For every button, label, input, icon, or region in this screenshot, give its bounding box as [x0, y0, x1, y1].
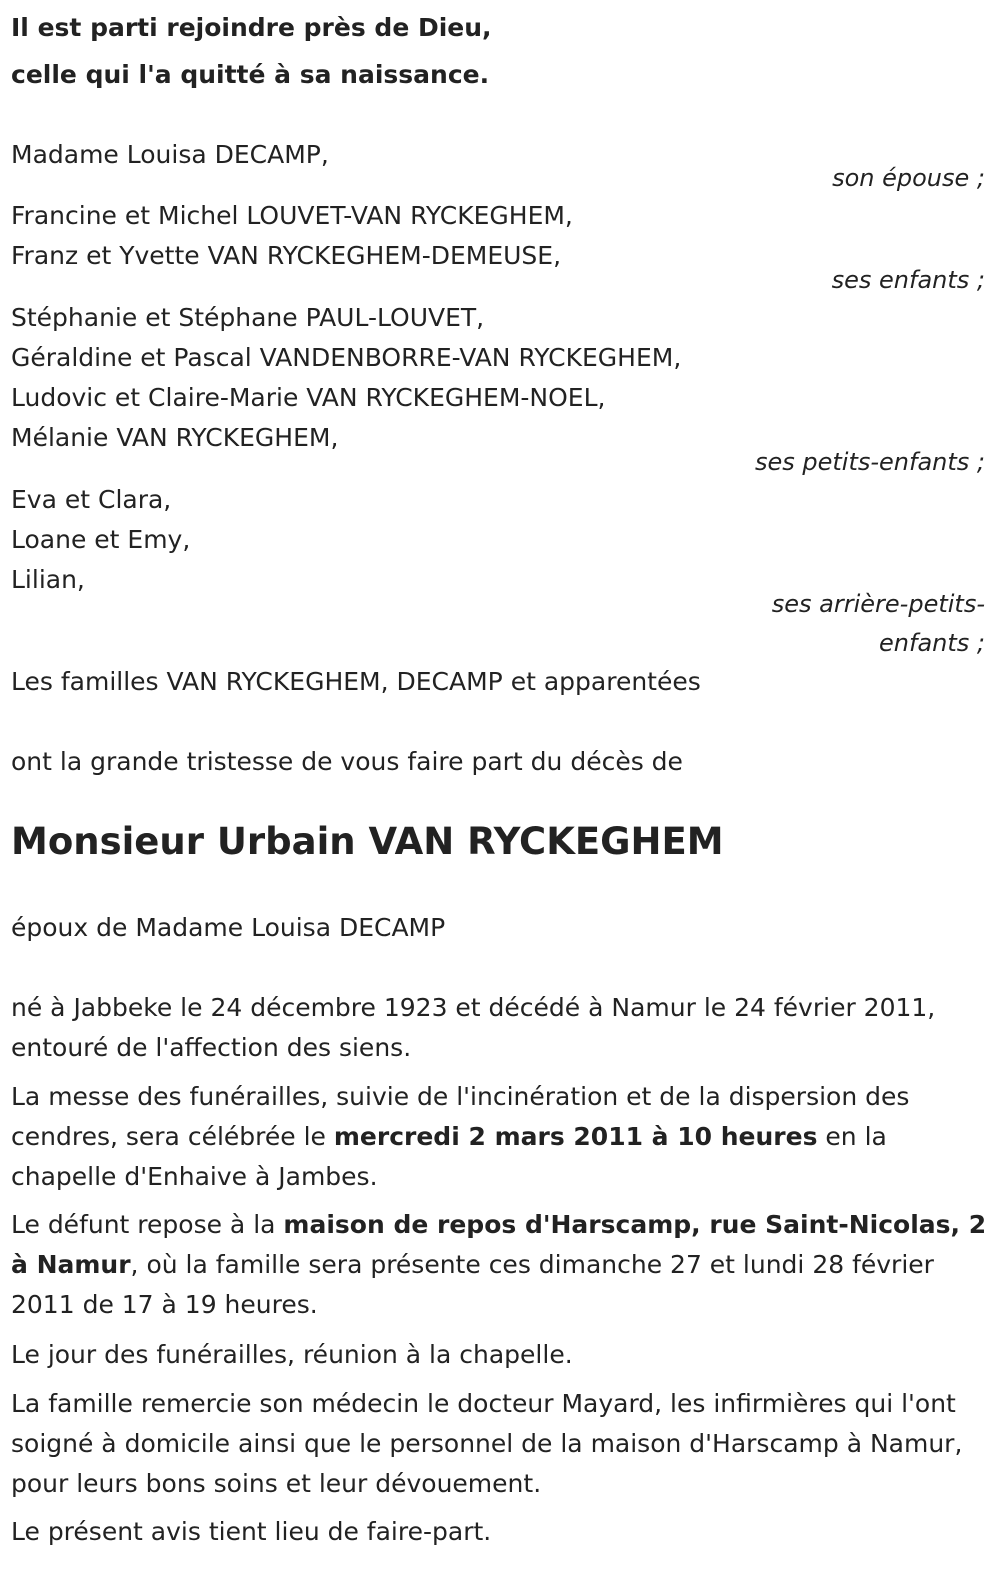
mass-date-time: mercredi 2 mars 2011 à 10 heures	[333, 1122, 818, 1151]
great-grandchild-name-1: Eva et Clara,	[11, 485, 172, 514]
great-grandchild-name-2: Loane et Emy,	[11, 525, 191, 554]
great-grandchildren-role-line-2: enfants ;	[879, 629, 985, 657]
repose-text-after: , où la famille sera présente ces dimanche 27 et lundi 28 février 2011 de 17 à 19 heures.	[11, 1250, 934, 1319]
thanks-paragraph: La famille remercie son médecin le docteur Mayard, les infirmières qui l'ont soigné à domicile ainsi que le personnel de la maison d'Harscamp à Namur, pour leurs bons soins et leur dévouement.	[11, 1389, 963, 1498]
child-name-1: Francine et Michel LOUVET-VAN RYCKEGHEM,	[11, 201, 573, 230]
meeting-paragraph: Le jour des funérailles, réunion à la chapelle.	[11, 1340, 573, 1369]
spouse-name: Madame Louisa DECAMP,	[11, 140, 329, 169]
grandchild-name-3: Ludovic et Claire-Marie VAN RYCKEGHEM-NOEL,	[11, 383, 606, 412]
funeral-mass-paragraph	[11, 1077, 989, 1197]
announcement-line: ont la grande tristesse de vous faire part du décès de	[11, 747, 683, 776]
child-name-2: Franz et Yvette VAN RYCKEGHEM-DEMEUSE,	[11, 241, 562, 270]
repose-location: maison de repos d'Harscamp, rue Saint-Nicolas, 2 à Namur	[11, 1210, 987, 1279]
intro-line-1: Il est parti rejoindre près de Dieu,	[11, 13, 492, 42]
grandchild-name-1: Stéphanie et Stéphane PAUL-LOUVET,	[11, 303, 485, 332]
repose-text-before: Le défunt repose à la	[11, 1210, 284, 1239]
birth-death-paragraph: né à Jabbeke le 24 décembre 1923 et décédé à Namur le 24 février 2011, entouré de l'affection des siens.	[11, 993, 936, 1062]
spouse-role: son épouse ;	[832, 164, 985, 192]
mass-text-after: en la chapelle d'Enhaive à Jambes.	[11, 1122, 887, 1191]
deceased-name: Monsieur Urbain VAN RYCKEGHEM	[11, 820, 724, 863]
grandchild-name-4: Mélanie VAN RYCKEGHEM,	[11, 423, 339, 452]
notice-paragraph: Le présent avis tient lieu de faire-part.	[11, 1517, 492, 1546]
great-grandchildren-role-line-1: ses arrière-petits-	[771, 590, 985, 618]
families-line: Les familles VAN RYCKEGHEM, DECAMP et apparentées	[11, 667, 701, 696]
intro-line-2: celle qui l'a quitté à sa naissance.	[11, 60, 490, 89]
spouse-of-line: époux de Madame Louisa DECAMP	[11, 913, 446, 942]
grandchild-name-2: Géraldine et Pascal VANDENBORRE-VAN RYCKEGHEM,	[11, 343, 682, 372]
great-grandchild-name-3: Lilian,	[11, 565, 85, 594]
children-role: ses enfants ;	[831, 266, 985, 294]
grandchildren-role: ses petits-enfants ;	[754, 448, 985, 476]
repose-paragraph	[11, 1205, 989, 1325]
mass-text-before: La messe des funérailles, suivie de l'incinération et de la dispersion des cendres, sera célébrée le	[11, 1082, 910, 1151]
